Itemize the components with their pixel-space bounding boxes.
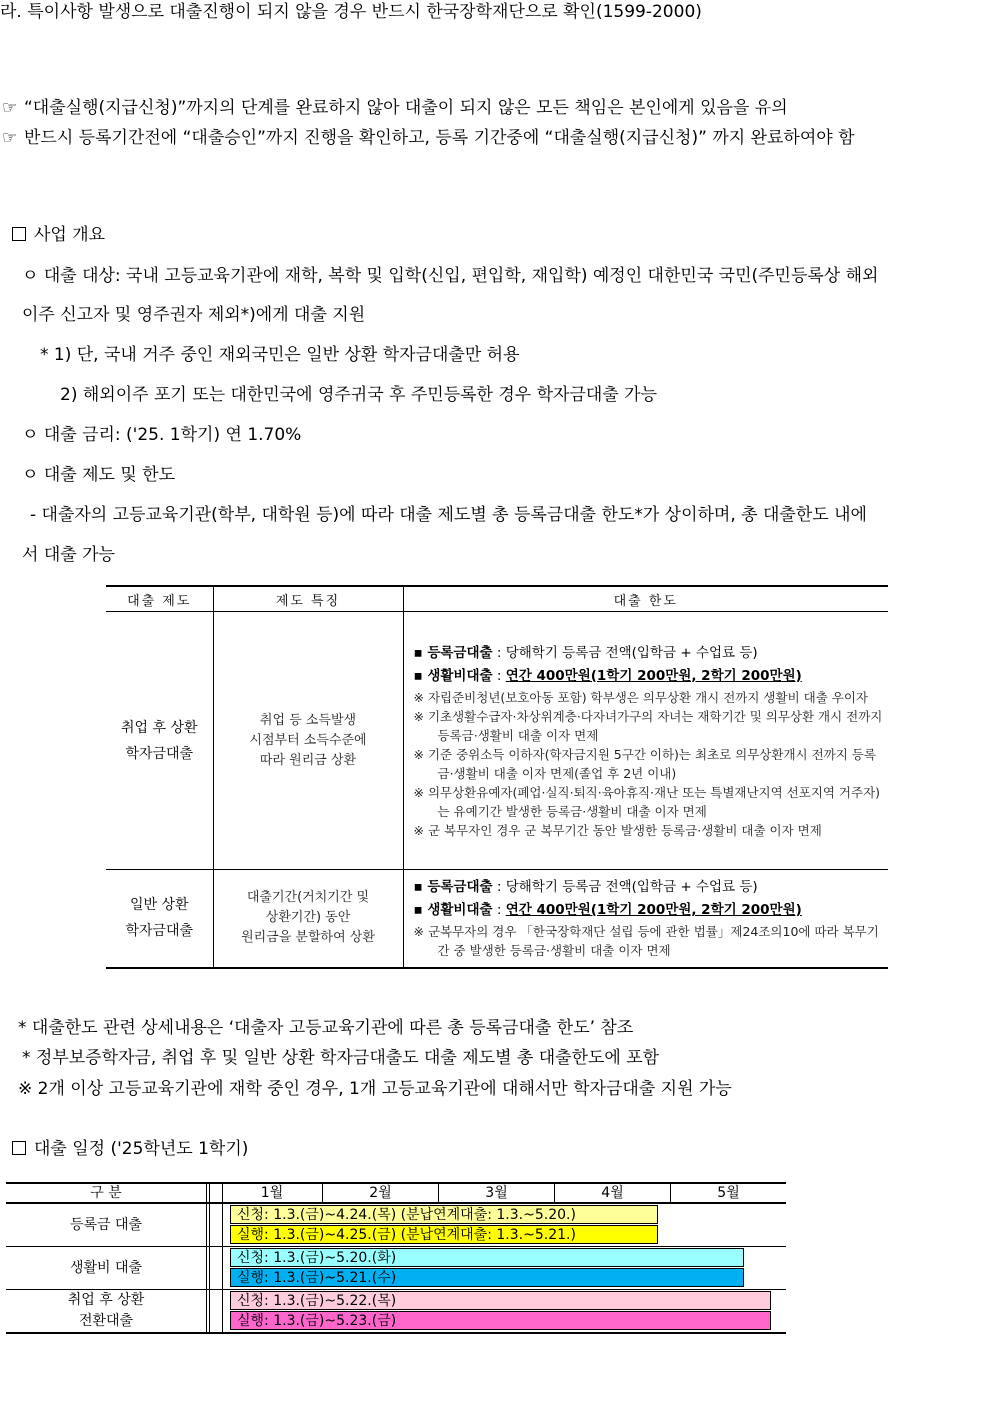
schedule-heading: 대출 일정 ('25학년도 1학기) bbox=[12, 1137, 248, 1161]
limit-note: ※ 자립준비청년(보호아동 포함) 학부생은 의무상환 개시 전까지 생활비 대출 우이자 bbox=[413, 689, 868, 705]
col-header-system: 대출 제도 bbox=[106, 586, 213, 612]
warning-1-text: “대출실행(지급신청)”까지의 단계를 완료하지 않아 대출이 되지 않은 모든 책임은 본인에게 있음을 유의 bbox=[24, 98, 788, 118]
loan-target-line-2: 이주 신고자 및 영주권자 제외*)에게 대출 지원 bbox=[22, 305, 366, 325]
warning-2 bbox=[2, 126, 855, 150]
pointing-hand-icon: ☞ bbox=[2, 128, 18, 148]
schedule-table bbox=[6, 1182, 786, 1334]
target-note-2: 2) 해외이주 포기 또는 대한민국에 영주귀국 후 주민등록한 경우 학자금대출 가능 bbox=[60, 385, 657, 405]
loan-type-cell: 일반 상환 학자금대출 bbox=[106, 870, 213, 968]
checkbox-square-icon bbox=[12, 1141, 26, 1155]
exec-period-bar: 실행: 1.3.(금)~4.25.(금) (분납연계대출: 1.3.~5.21.) bbox=[230, 1225, 658, 1244]
footnote-2: * 정부보증학자금, 취업 후 및 일반 상환 학자금대출도 대출 제도별 총 대출한도에 포함 bbox=[22, 1048, 660, 1068]
col-header-limit: 대출 한도 bbox=[403, 586, 888, 612]
warning-1 bbox=[2, 96, 788, 120]
loan-system-desc-1: - 대출자의 고등교육기관(학부, 대학원 등)에 따라 대출 제도별 총 등록금대출 한도*가 상이하며, 총 대출한도 내에 bbox=[30, 505, 867, 525]
month-header: 2월 bbox=[323, 1182, 439, 1202]
loan-limit-cell bbox=[403, 612, 888, 870]
exec-period-bar: 실행: 1.3.(금)~5.21.(수) bbox=[230, 1268, 744, 1287]
loan-feature-cell: 대출기간(거치기간 및 상환기간) 동안 원리금을 분할하여 상환 bbox=[213, 870, 403, 968]
loan-limit-table bbox=[106, 585, 888, 969]
loan-system-desc-2: 서 대출 가능 bbox=[22, 545, 115, 565]
table-row bbox=[106, 612, 888, 870]
apply-period-bar: 신청: 1.3.(금)~4.24.(목) (분납연계대출: 1.3.~5.20.) bbox=[230, 1205, 658, 1224]
loan-target-line-1: ㅇ 대출 대상: 국내 고등교육기관에 재학, 복학 및 입학(신입, 편입학, 재입학) 예정인 대한민국 국민(주민등록상 해외 bbox=[22, 266, 879, 286]
loan-type-cell: 취업 후 상환 학자금대출 bbox=[106, 612, 213, 870]
month-header: 1월 bbox=[222, 1182, 323, 1202]
apply-period-bar: 신청: 1.3.(금)~5.22.(목) bbox=[230, 1291, 771, 1310]
table-row bbox=[106, 870, 888, 968]
footnote-3: ※ 2개 이상 고등교육기관에 재학 중인 경우, 1개 고등교육기관에 대해서만 학자금대출 지원 가능 bbox=[18, 1079, 732, 1099]
exec-period-bar: 실행: 1.3.(금)~5.23.(금) bbox=[230, 1311, 771, 1330]
footnote-1: * 대출한도 관련 상세내용은 ‘대출자 고등교육기관에 따른 총 등록금대출 한도’ 참조 bbox=[18, 1018, 634, 1038]
pointing-hand-icon: ☞ bbox=[2, 98, 18, 118]
living-loan-line: ▪ 생활비대출 : 연간 400만원(1학기 200만원, 2학기 200만원) bbox=[413, 902, 802, 919]
notice-top-line: 라. 특이사항 발생으로 대출진행이 되지 않을 경우 반드시 한국장학재단으로 확인(1599-2000) bbox=[0, 2, 702, 22]
limit-note: ※ 기초생활수급자·차상위계층·다자녀가구의 자녀는 재학기간 및 의무상환 개시 전까지 등록금·생활비 대출 이자 면제 bbox=[413, 708, 883, 743]
loan-feature-cell: 취업 등 소득발생 시점부터 소득수준에 따라 원리금 상환 bbox=[213, 612, 403, 870]
living-loan-line: ▪ 생활비대출 : 연간 400만원(1학기 200만원, 2학기 200만원) bbox=[413, 667, 802, 684]
month-header: 3월 bbox=[439, 1182, 555, 1202]
loan-rate: ㅇ 대출 금리: ('25. 1학기) 연 1.70% bbox=[22, 425, 302, 445]
schedule-row-label: 생활비 대출 bbox=[69, 1260, 143, 1276]
limit-note: ※ 기준 중위소득 이하자(학자금지원 5구간 이하)는 최초로 의무상환개시 전까지 등록금·생활비 대출 이자 면제(졸업 후 2년 이내) bbox=[413, 746, 876, 781]
tuition-loan-line: ▪ 등록금대출 : 당해학기 등록금 전액(입학금 + 수업료 등) bbox=[413, 879, 758, 896]
schedule-row-label: 등록금 대출 bbox=[69, 1217, 143, 1233]
schedule-row-label: 취업 후 상환 전환대출 bbox=[67, 1292, 145, 1329]
month-header: 4월 bbox=[555, 1182, 671, 1202]
checkbox-square-icon bbox=[12, 227, 26, 241]
target-note-1: * 1) 단, 국내 거주 중인 재외국민은 일반 상환 학자금대출만 허용 bbox=[40, 345, 520, 365]
schedule-col-label: 구 분 bbox=[90, 1185, 122, 1201]
limit-note: ※ 군복무자의 경우 「한국장학재단 설립 등에 관한 법률」제24조의10에 따라 복무기간 중 발생한 등록금·생활비 대출 이자 면제 bbox=[413, 924, 879, 959]
loan-limit-cell bbox=[403, 870, 888, 968]
limit-note: ※ 의무상환유예자(폐업·실직·퇴직·육아휴직·재난 또는 특별재난지역 선포지역 거주자)는 유예기간 발생한 등록금·생활비 대출 이자 면제 bbox=[413, 784, 881, 819]
apply-period-bar: 신청: 1.3.(금)~5.20.(화) bbox=[230, 1248, 744, 1267]
warning-2-text: 반드시 등록기간전에 “대출승인”까지 진행을 확인하고, 등록 기간중에 “대출실행(지급신청)” 까지 완료하여야 함 bbox=[24, 128, 855, 148]
col-header-feature: 제도 특징 bbox=[213, 586, 403, 612]
month-header: 5월 bbox=[717, 1185, 740, 1201]
limit-note: ※ 군 복무자인 경우 군 복무기간 동안 발생한 등록금·생활비 대출 이자 면제 bbox=[413, 822, 822, 838]
loan-system-heading: ㅇ 대출 제도 및 한도 bbox=[22, 465, 175, 485]
overview-heading: 사업 개요 bbox=[12, 223, 105, 247]
tuition-loan-line: ▪ 등록금대출 : 당해학기 등록금 전액(입학금 + 수업료 등) bbox=[413, 644, 758, 661]
table-header-row bbox=[106, 586, 888, 612]
